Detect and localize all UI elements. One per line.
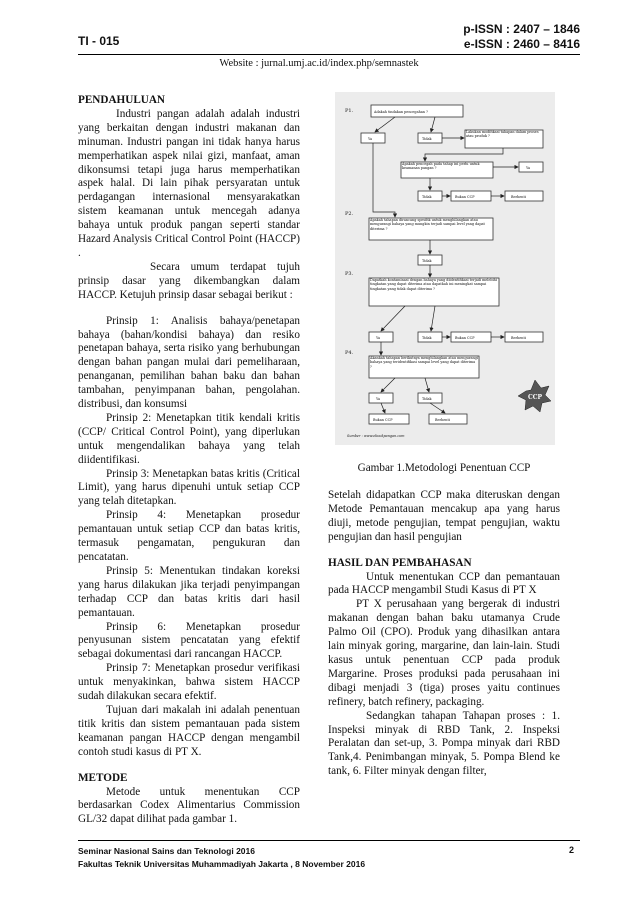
- page-number: 2: [568, 845, 574, 855]
- footer-seminar: Seminar Nasional Sains dan Teknologi 2016: [78, 846, 255, 856]
- header-rule: [78, 54, 580, 55]
- box-ya-2: [519, 162, 543, 172]
- paragraph-metode: Metode untuk menentukan CCP berdasarkan Codex Alimentarius Commission GL/32 dapat dilihat pada gambar 1.: [78, 785, 300, 826]
- ccp-flowchart: [335, 92, 555, 445]
- text-q3: Dapatkah kontaminasi dengan bahaya yang diidentifikasi terjadi melebihi tingkatan yang dapat diterima atau dapatkah ini meningkat sampai tingkatan yang tidak dapat diterima ?: [370, 278, 497, 291]
- right-column: [328, 489, 560, 779]
- ccp-badge-text: CCP: [528, 394, 543, 401]
- pissn: p-ISSN : 2407 – 1846: [463, 22, 580, 36]
- footer-faculty: Fakultas Teknik Universitas Muhammadiyah Jakarta , 8 November 2016: [78, 859, 366, 869]
- figure-caption: Gambar 1.Metodologi Penentuan CCP: [357, 462, 531, 474]
- paragraph-intro: Industri pangan adalah adalah industri yang berkaitan dengan industri makanan dan minuman. Industri pangan ini tidak hanya harus memperhatikan aspek nilai gizi, manfaat, aman dikonsumsi tetapi juga harus memperhatikan aspek halal. Di lain pihak persyaratan untuk perdagangan internasional mensyarakatkan sistem keamanan untuk mencegah adanya bahaya untuk produk pangan seperti standar Hazard Analysis Critical Control Point (HACCP) .: [78, 107, 300, 259]
- principle-3: Prinsip 3: Menetapkan batas kritis (Critical Limit), yang harus dipenuhi untuk setiap CCP yang telah ditetapkan.: [78, 467, 300, 508]
- text-q1b: Apakah pencegah pada tahap ini perlu untuk keamanan pangan ?: [402, 162, 480, 170]
- paper-code: TI - 015: [78, 34, 120, 48]
- heading-hasil: HASIL DAN PEMBAHASAN: [328, 556, 472, 569]
- text-modif: Lakukan modifikasi tahapan dalam proses atau produk ?: [466, 130, 539, 138]
- box-ya-3: [369, 332, 393, 342]
- text-ya-4: Ya: [376, 397, 380, 401]
- box-ya-4: [369, 393, 393, 403]
- paragraph-hasil-2: PT X perusahaan yang bergerak di industri makanan dengan bahan baku utamanya Crude Palmo Oil (CPO). Produk yang dihasilkan antara lain minyak goring, margarine, dan lain-lain. Studi kasus untuk penentuan CCP pada produk Margarine. Proses produksi pada perusahaan ini dibagi menjadi 3 (tiga) proses yaitu continues refinery, batch refinery, packaging.: [328, 598, 560, 708]
- ccp-badge: [518, 380, 551, 412]
- text-bukan-ccp-3: Bukan CCP: [373, 418, 393, 422]
- label-p1: P1.: [345, 108, 354, 114]
- heading-metode: METODE: [78, 771, 128, 784]
- text-tidak-2: Tidak: [422, 195, 432, 199]
- label-p4: P4.: [345, 350, 354, 356]
- text-ya-3: Ya: [376, 336, 380, 340]
- text-bukan-ccp-1: Bukan CCP: [455, 195, 475, 199]
- text-berhenti-3: Berhenti: [435, 418, 450, 422]
- eissn: e-ISSN : 2460 – 8416: [463, 37, 580, 51]
- label-p3: P3.: [345, 271, 354, 277]
- figure-source: Sumber : www.ebookpangan.com: [347, 434, 405, 438]
- principle-2: Prinsip 2: Menetapkan titik kendali kritis (CCP/ Critical Control Point), yang diperlukan untuk mengendalikan bahaya yang telah diidentifikasi.: [78, 411, 300, 466]
- box-ya-1: [361, 133, 385, 143]
- paragraph-after-figure: Setelah didapatkan CCP maka diteruskan dengan Metode Pemantauan mencakup apa yang harus diuji, metode pengujian, tempat pengujian, waktu pengujian dan hasil pengujian: [328, 489, 560, 543]
- principle-7: Prinsip 7: Menetapkan prosedur verifikasi untuk menyakinkan, bahwa sistem HACCP sudah dilakukan secara efektif.: [78, 662, 300, 703]
- text-ya-1: Ya: [368, 137, 372, 141]
- text-tidak-1: Tidak: [422, 137, 432, 141]
- text-tidak-4: Tidak: [422, 336, 432, 340]
- text-berhenti-1: Berhenti: [511, 195, 526, 199]
- flowchart-svg: [335, 92, 555, 445]
- text-berhenti-2: Berhenti: [511, 336, 526, 340]
- heading-pendahuluan: PENDAHULUAN: [78, 94, 166, 106]
- label-p2: P2.: [345, 211, 354, 217]
- paragraph-hasil-1: Untuk menentukan CCP dan pemantauan pada HACCP mengambil Studi Kasus di PT X: [328, 570, 560, 597]
- paragraph-principles-intro: Secara umum terdapat tujuh prinsip dasar yang dikembangkan dalam HACCP. Ketujuh prinsip dasar sebagai berikut :: [78, 260, 300, 301]
- paragraph-hasil-3: Sedangkan tahapan Tahapan proses : 1. Inspeksi minyak di RBD Tank, 2. Inspeksi Peralatan dan set-up, 3. Pompa minyak dari RBD Tank,4. Penimbangan minyak, 5. Pompa Blend ke tank, 6. Filter minyak dengan filter,: [328, 709, 560, 778]
- text-q1: Adakah tindakan pencegahan ?: [374, 110, 428, 114]
- footer: [78, 845, 365, 871]
- text-q4: Akankah tahapan berikutnya menghilangkan atau mengurangi bahaya yang teridentifikasi sampai level yang dapat diterima ?: [370, 356, 478, 369]
- text-q2: Apakah tahapan dirancang spesifik untuk menghilangkan atau mengurangi bahaya yang mungkin terjadi sampai level yang dapat diterima ?: [370, 218, 485, 231]
- text-tidak-5: Tidak: [422, 397, 432, 401]
- paragraph-tujuan: Tujuan dari makalah ini adalah penentuan titik kritis dan sistem pemantauan pada sistem keamanan pangan HACCP dengan mengambil contoh studi kasus di PT X.: [78, 703, 300, 758]
- text-tidak-3: Tidak: [422, 259, 432, 263]
- principle-6: Prinsip 6: Menetapkan prosedur penyusunan sistem pencatatan yang efektif sebagai dokumentasi dari rancangan HACCP.: [78, 620, 300, 661]
- principle-5: Prinsip 5: Menentukan tindakan koreksi yang harus dilakukan jika terjadi penyimpangan terhadap CCP dan batas kritis dari hasil pemantauan.: [78, 564, 300, 619]
- principle-1: Prinsip 1: Analisis bahaya/penetapan bahaya (bahan/kondisi bahaya) dan resiko penetapan bahaya, serta risiko yang berhubungan dengan bahan pangan mulai dari pemeliharaan, penanganan, pemilihan bahan baku dan bahan tambahan, penyimpanan bahan, pengolahan. distribusi, dan konsumsi: [78, 314, 300, 411]
- issn-block: [463, 22, 580, 52]
- text-bukan-ccp-2: Bukan CCP: [455, 336, 475, 340]
- text-ya-2: Ya: [526, 166, 530, 170]
- footer-rule: [78, 840, 580, 841]
- principle-4: Prinsip 4: Menetapkan prosedur pemantauan untuk setiap CCP dan batas kritis, termasuk pengamatan, pengukuran dan pencatatan.: [78, 509, 300, 563]
- website-line: Website : jurnal.umj.ac.id/index.php/semnastek: [219, 58, 419, 69]
- left-column: [78, 94, 300, 827]
